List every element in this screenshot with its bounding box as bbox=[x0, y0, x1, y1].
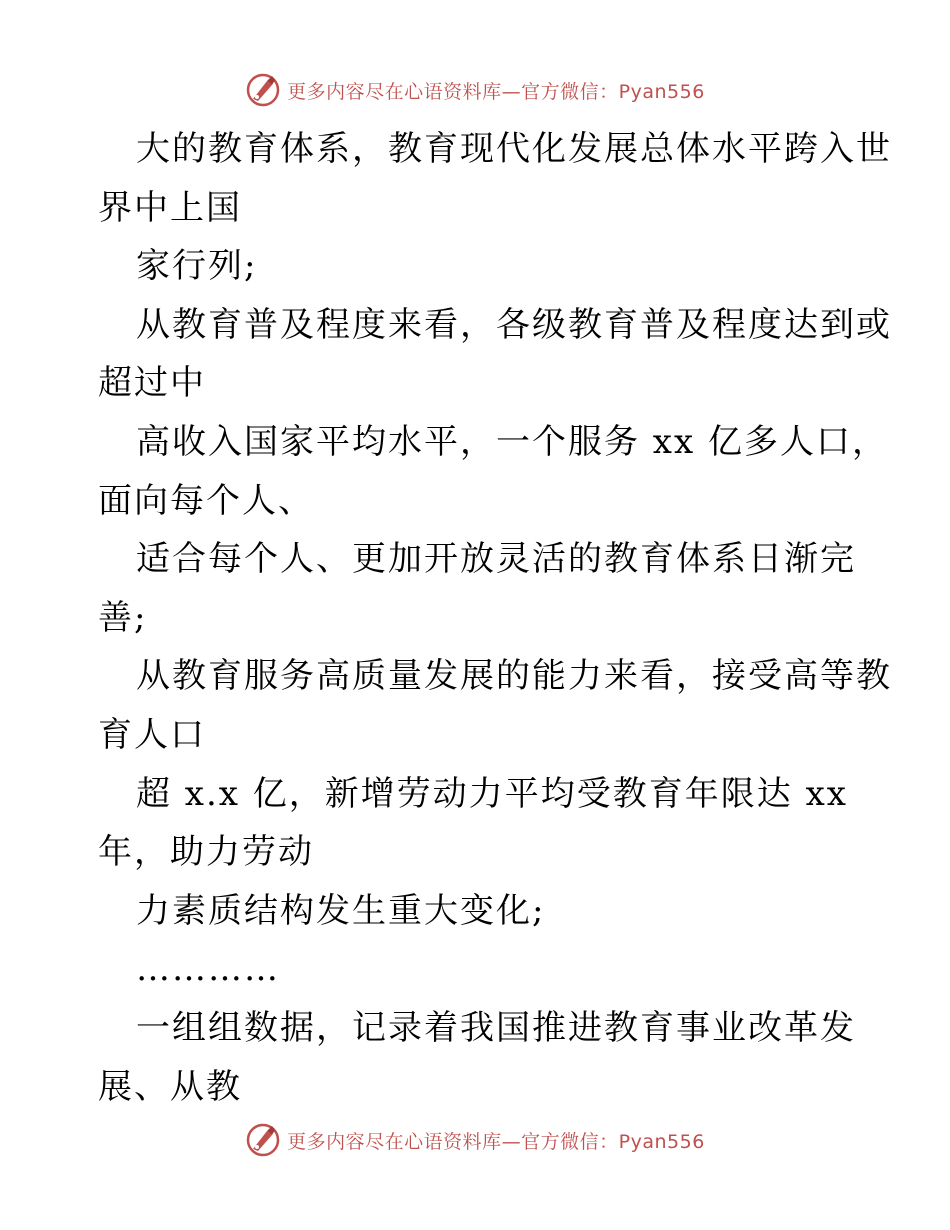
text-line: 育人口 bbox=[98, 714, 206, 755]
text-line: 家行列; bbox=[136, 246, 258, 287]
text-line: 从教育服务高质量发展的能力来看，接受高等教 bbox=[136, 656, 892, 697]
quill-pen-logo-icon bbox=[245, 72, 281, 108]
text-line: 高收入国家平均水平，一个服务 xx 亿多人口， bbox=[136, 421, 888, 462]
text-line: 从教育普及程度来看，各级教育普及程度达到或 bbox=[136, 304, 892, 345]
text-line: 展、从教 bbox=[98, 1066, 242, 1107]
header-banner bbox=[0, 70, 950, 110]
text-line: 力素质结构发生重大变化; bbox=[136, 890, 546, 931]
text-line: 一组组数据，记录着我国推进教育事业改革发 bbox=[136, 1007, 856, 1048]
text-line: ………… bbox=[136, 949, 280, 990]
header-banner-text: 更多内容尽在心语资料库—官方微信：Pyan556 bbox=[287, 80, 705, 103]
text-line: 界中上国 bbox=[98, 187, 242, 228]
text-line: 适合每个人、更加开放灵活的教育体系日渐完 bbox=[136, 539, 856, 580]
body-text bbox=[98, 120, 892, 1116]
text-line: 善; bbox=[98, 597, 148, 638]
text-line: 大的教育体系，教育现代化发展总体水平跨入世 bbox=[136, 129, 892, 169]
footer-banner-text: 更多内容尽在心语资料库—官方微信：Pyan556 bbox=[287, 1130, 705, 1153]
text-line: 超 x.x 亿，新增劳动力平均受教育年限达 xx bbox=[136, 773, 848, 814]
footer-banner bbox=[0, 1120, 950, 1160]
quill-pen-logo-icon bbox=[245, 1122, 281, 1158]
text-line: 超过中 bbox=[98, 363, 206, 404]
text-line: 年，助力劳动 bbox=[98, 832, 314, 873]
text-line: 面向每个人、 bbox=[98, 480, 314, 521]
